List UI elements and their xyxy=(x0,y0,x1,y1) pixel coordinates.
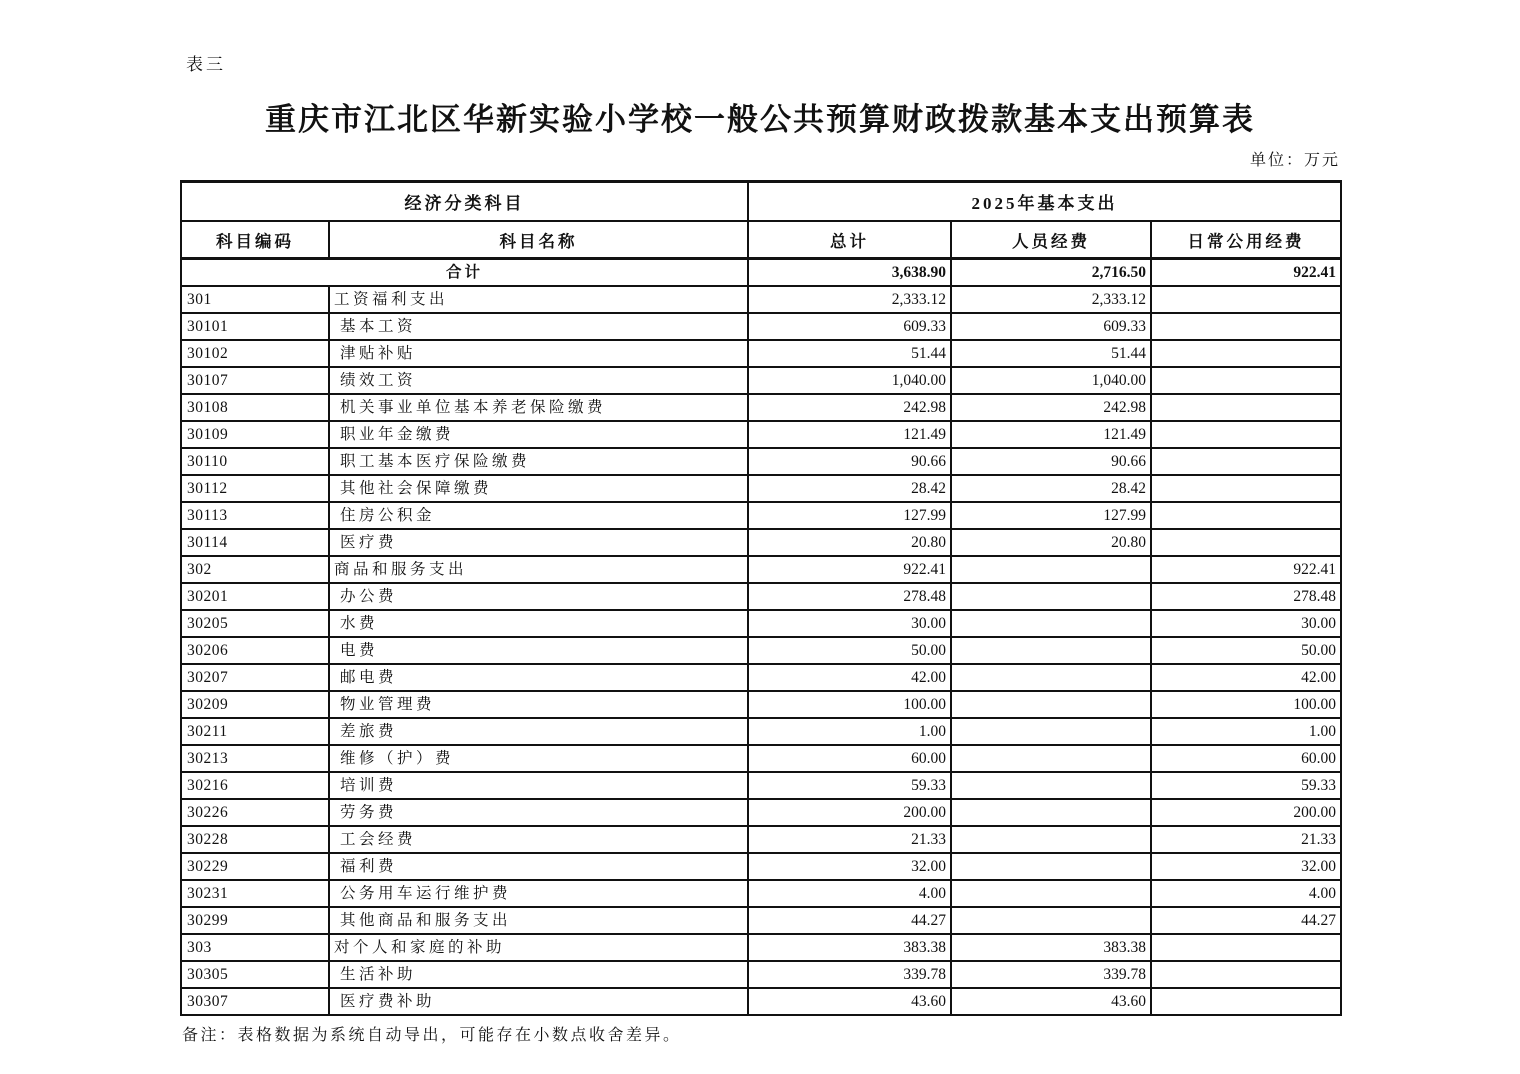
subject-code-cell: 30229 xyxy=(181,853,329,880)
subject-code-cell: 30213 xyxy=(181,745,329,772)
subject-name-cell: 津贴补贴 xyxy=(329,340,748,367)
total-value-cell: 43.60 xyxy=(748,988,951,1015)
table-row xyxy=(181,286,1341,313)
daily-value-cell: 21.33 xyxy=(1151,826,1341,853)
total-value-cell: 50.00 xyxy=(748,637,951,664)
daily-value-cell xyxy=(1151,988,1341,1015)
daily-value-cell xyxy=(1151,367,1341,394)
daily-value-cell: 32.00 xyxy=(1151,853,1341,880)
table-row xyxy=(181,583,1341,610)
subject-name-cell: 其他商品和服务支出 xyxy=(329,907,748,934)
subject-code-cell: 30201 xyxy=(181,583,329,610)
daily-value-cell: 42.00 xyxy=(1151,664,1341,691)
daily-value-cell: 922.41 xyxy=(1151,556,1341,583)
daily-value-cell xyxy=(1151,934,1341,961)
personnel-value-cell: 383.38 xyxy=(951,934,1151,961)
total-value-cell: 2,333.12 xyxy=(748,286,951,313)
personnel-value-cell: 127.99 xyxy=(951,502,1151,529)
table-row xyxy=(181,718,1341,745)
personnel-value-cell xyxy=(951,718,1151,745)
table-row xyxy=(181,772,1341,799)
table-row xyxy=(181,961,1341,988)
subject-name-cell: 福利费 xyxy=(329,853,748,880)
daily-value-cell xyxy=(1151,313,1341,340)
subject-code-cell: 30231 xyxy=(181,880,329,907)
subject-name-cell: 工资福利支出 xyxy=(329,286,748,313)
table-row xyxy=(181,691,1341,718)
daily-value-cell xyxy=(1151,502,1341,529)
header-columns-row xyxy=(181,221,1341,259)
daily-value-cell xyxy=(1151,340,1341,367)
subject-code-cell: 30110 xyxy=(181,448,329,475)
personnel-value-cell: 1,040.00 xyxy=(951,367,1151,394)
subject-name-cell: 其他社会保障缴费 xyxy=(329,475,748,502)
total-value-cell: 339.78 xyxy=(748,961,951,988)
subject-name-cell: 维修（护）费 xyxy=(329,745,748,772)
total-value-cell: 51.44 xyxy=(748,340,951,367)
daily-value-cell: 4.00 xyxy=(1151,880,1341,907)
subject-name-cell: 工会经费 xyxy=(329,826,748,853)
personnel-value-cell: 51.44 xyxy=(951,340,1151,367)
subject-code-cell: 303 xyxy=(181,934,329,961)
total-value-cell: 4.00 xyxy=(748,880,951,907)
total-value-cell: 59.33 xyxy=(748,772,951,799)
subject-name-cell: 对个人和家庭的补助 xyxy=(329,934,748,961)
total-value-cell: 242.98 xyxy=(748,394,951,421)
personnel-value-cell xyxy=(951,826,1151,853)
table-row xyxy=(181,637,1341,664)
daily-value-cell xyxy=(1151,961,1341,988)
table-body xyxy=(181,259,1341,1016)
personnel-value-cell: 339.78 xyxy=(951,961,1151,988)
daily-value-cell: 100.00 xyxy=(1151,691,1341,718)
table-row xyxy=(181,826,1341,853)
total-value-cell: 90.66 xyxy=(748,448,951,475)
personnel-value-cell xyxy=(951,907,1151,934)
daily-value-cell: 278.48 xyxy=(1151,583,1341,610)
budget-table xyxy=(180,180,1342,1016)
personnel-value-cell xyxy=(951,880,1151,907)
table-row xyxy=(181,421,1341,448)
table-row xyxy=(181,745,1341,772)
table-header xyxy=(181,182,1341,259)
subject-name-cell: 医疗费 xyxy=(329,529,748,556)
daily-value-cell: 30.00 xyxy=(1151,610,1341,637)
personnel-value-cell xyxy=(951,853,1151,880)
personnel-value-cell xyxy=(951,637,1151,664)
table-row xyxy=(181,448,1341,475)
subject-code-cell: 30107 xyxy=(181,367,329,394)
total-row-daily-value: 922.41 xyxy=(1151,259,1341,287)
subject-name-cell: 商品和服务支出 xyxy=(329,556,748,583)
table-row xyxy=(181,853,1341,880)
header-economic-classification: 经济分类科目 xyxy=(181,182,748,222)
table-row xyxy=(181,502,1341,529)
table-row xyxy=(181,313,1341,340)
subject-code-cell: 30205 xyxy=(181,610,329,637)
total-value-cell: 100.00 xyxy=(748,691,951,718)
subject-code-cell: 30307 xyxy=(181,988,329,1015)
subject-code-cell: 30211 xyxy=(181,718,329,745)
total-value-cell: 200.00 xyxy=(748,799,951,826)
daily-value-cell xyxy=(1151,421,1341,448)
col-header-daily-public-funds: 日常公用经费 xyxy=(1151,221,1341,259)
subject-code-cell: 30228 xyxy=(181,826,329,853)
personnel-value-cell xyxy=(951,664,1151,691)
daily-value-cell xyxy=(1151,475,1341,502)
subject-name-cell: 劳务费 xyxy=(329,799,748,826)
total-value-cell: 127.99 xyxy=(748,502,951,529)
personnel-value-cell: 43.60 xyxy=(951,988,1151,1015)
subject-code-cell: 30112 xyxy=(181,475,329,502)
personnel-value-cell xyxy=(951,610,1151,637)
total-value-cell: 278.48 xyxy=(748,583,951,610)
personnel-value-cell xyxy=(951,772,1151,799)
total-value-cell: 609.33 xyxy=(748,313,951,340)
table-row xyxy=(181,880,1341,907)
table-row xyxy=(181,367,1341,394)
subject-code-cell: 30305 xyxy=(181,961,329,988)
daily-value-cell xyxy=(1151,286,1341,313)
subject-name-cell: 医疗费补助 xyxy=(329,988,748,1015)
subject-code-cell: 30216 xyxy=(181,772,329,799)
unit-note: 单位：万元 xyxy=(1249,152,1340,169)
personnel-value-cell: 90.66 xyxy=(951,448,1151,475)
daily-value-cell: 59.33 xyxy=(1151,772,1341,799)
personnel-value-cell xyxy=(951,745,1151,772)
subject-code-cell: 301 xyxy=(181,286,329,313)
total-value-cell: 42.00 xyxy=(748,664,951,691)
subject-name-cell: 职业年金缴费 xyxy=(329,421,748,448)
header-group-row xyxy=(181,182,1341,222)
subject-name-cell: 绩效工资 xyxy=(329,367,748,394)
personnel-value-cell: 609.33 xyxy=(951,313,1151,340)
daily-value-cell: 200.00 xyxy=(1151,799,1341,826)
subject-code-cell: 30209 xyxy=(181,691,329,718)
subject-name-cell: 基本工资 xyxy=(329,313,748,340)
col-header-total: 总计 xyxy=(748,221,951,259)
header-2025-basic-expenditure: 2025年基本支出 xyxy=(748,182,1341,222)
table-row xyxy=(181,610,1341,637)
col-header-personnel-funds: 人员经费 xyxy=(951,221,1151,259)
table-row xyxy=(181,664,1341,691)
subject-name-cell: 职工基本医疗保险缴费 xyxy=(329,448,748,475)
personnel-value-cell: 121.49 xyxy=(951,421,1151,448)
subject-name-cell: 办公费 xyxy=(329,583,748,610)
page-title: 重庆市江北区华新实验小学校一般公共预算财政拨款基本支出预算表 xyxy=(265,102,1255,137)
sheet-label: 表三 xyxy=(186,55,226,74)
subject-name-cell: 差旅费 xyxy=(329,718,748,745)
subject-code-cell: 30109 xyxy=(181,421,329,448)
table-row xyxy=(181,529,1341,556)
table-row xyxy=(181,340,1341,367)
subject-code-cell: 30299 xyxy=(181,907,329,934)
table-row xyxy=(181,475,1341,502)
table-row xyxy=(181,934,1341,961)
total-value-cell: 1,040.00 xyxy=(748,367,951,394)
total-value-cell: 383.38 xyxy=(748,934,951,961)
table-row xyxy=(181,556,1341,583)
personnel-value-cell xyxy=(951,691,1151,718)
subject-name-cell: 邮电费 xyxy=(329,664,748,691)
footnote: 备注：表格数据为系统自动导出，可能存在小数点收舍差异。 xyxy=(182,1027,682,1044)
table-row xyxy=(181,394,1341,421)
total-value-cell: 28.42 xyxy=(748,475,951,502)
subject-name-cell: 培训费 xyxy=(329,772,748,799)
subject-code-cell: 30101 xyxy=(181,313,329,340)
table-row xyxy=(181,988,1341,1015)
subject-code-cell: 30102 xyxy=(181,340,329,367)
total-row-total-value: 3,638.90 xyxy=(748,259,951,287)
total-row-personnel-value: 2,716.50 xyxy=(951,259,1151,287)
total-value-cell: 60.00 xyxy=(748,745,951,772)
personnel-value-cell: 242.98 xyxy=(951,394,1151,421)
daily-value-cell: 60.00 xyxy=(1151,745,1341,772)
subject-name-cell: 机关事业单位基本养老保险缴费 xyxy=(329,394,748,421)
total-value-cell: 20.80 xyxy=(748,529,951,556)
daily-value-cell: 44.27 xyxy=(1151,907,1341,934)
personnel-value-cell: 28.42 xyxy=(951,475,1151,502)
total-value-cell: 121.49 xyxy=(748,421,951,448)
total-value-cell: 21.33 xyxy=(748,826,951,853)
subject-name-cell: 生活补助 xyxy=(329,961,748,988)
personnel-value-cell xyxy=(951,799,1151,826)
col-header-subject-name: 科目名称 xyxy=(329,221,748,259)
subject-name-cell: 电费 xyxy=(329,637,748,664)
daily-value-cell xyxy=(1151,394,1341,421)
subject-code-cell: 30226 xyxy=(181,799,329,826)
subject-code-cell: 30114 xyxy=(181,529,329,556)
personnel-value-cell: 2,333.12 xyxy=(951,286,1151,313)
subject-name-cell: 住房公积金 xyxy=(329,502,748,529)
subject-code-cell: 30206 xyxy=(181,637,329,664)
subject-code-cell: 30108 xyxy=(181,394,329,421)
col-header-subject-code: 科目编码 xyxy=(181,221,329,259)
total-value-cell: 1.00 xyxy=(748,718,951,745)
daily-value-cell xyxy=(1151,529,1341,556)
subject-name-cell: 水费 xyxy=(329,610,748,637)
daily-value-cell: 1.00 xyxy=(1151,718,1341,745)
daily-value-cell xyxy=(1151,448,1341,475)
total-row xyxy=(181,259,1341,287)
total-value-cell: 32.00 xyxy=(748,853,951,880)
total-value-cell: 44.27 xyxy=(748,907,951,934)
daily-value-cell: 50.00 xyxy=(1151,637,1341,664)
total-row-label: 合计 xyxy=(181,259,748,287)
subject-code-cell: 30207 xyxy=(181,664,329,691)
subject-name-cell: 公务用车运行维护费 xyxy=(329,880,748,907)
table-row xyxy=(181,799,1341,826)
subject-code-cell: 30113 xyxy=(181,502,329,529)
subject-name-cell: 物业管理费 xyxy=(329,691,748,718)
subject-code-cell: 302 xyxy=(181,556,329,583)
total-value-cell: 30.00 xyxy=(748,610,951,637)
personnel-value-cell: 20.80 xyxy=(951,529,1151,556)
table-row xyxy=(181,907,1341,934)
personnel-value-cell xyxy=(951,556,1151,583)
personnel-value-cell xyxy=(951,583,1151,610)
total-value-cell: 922.41 xyxy=(748,556,951,583)
